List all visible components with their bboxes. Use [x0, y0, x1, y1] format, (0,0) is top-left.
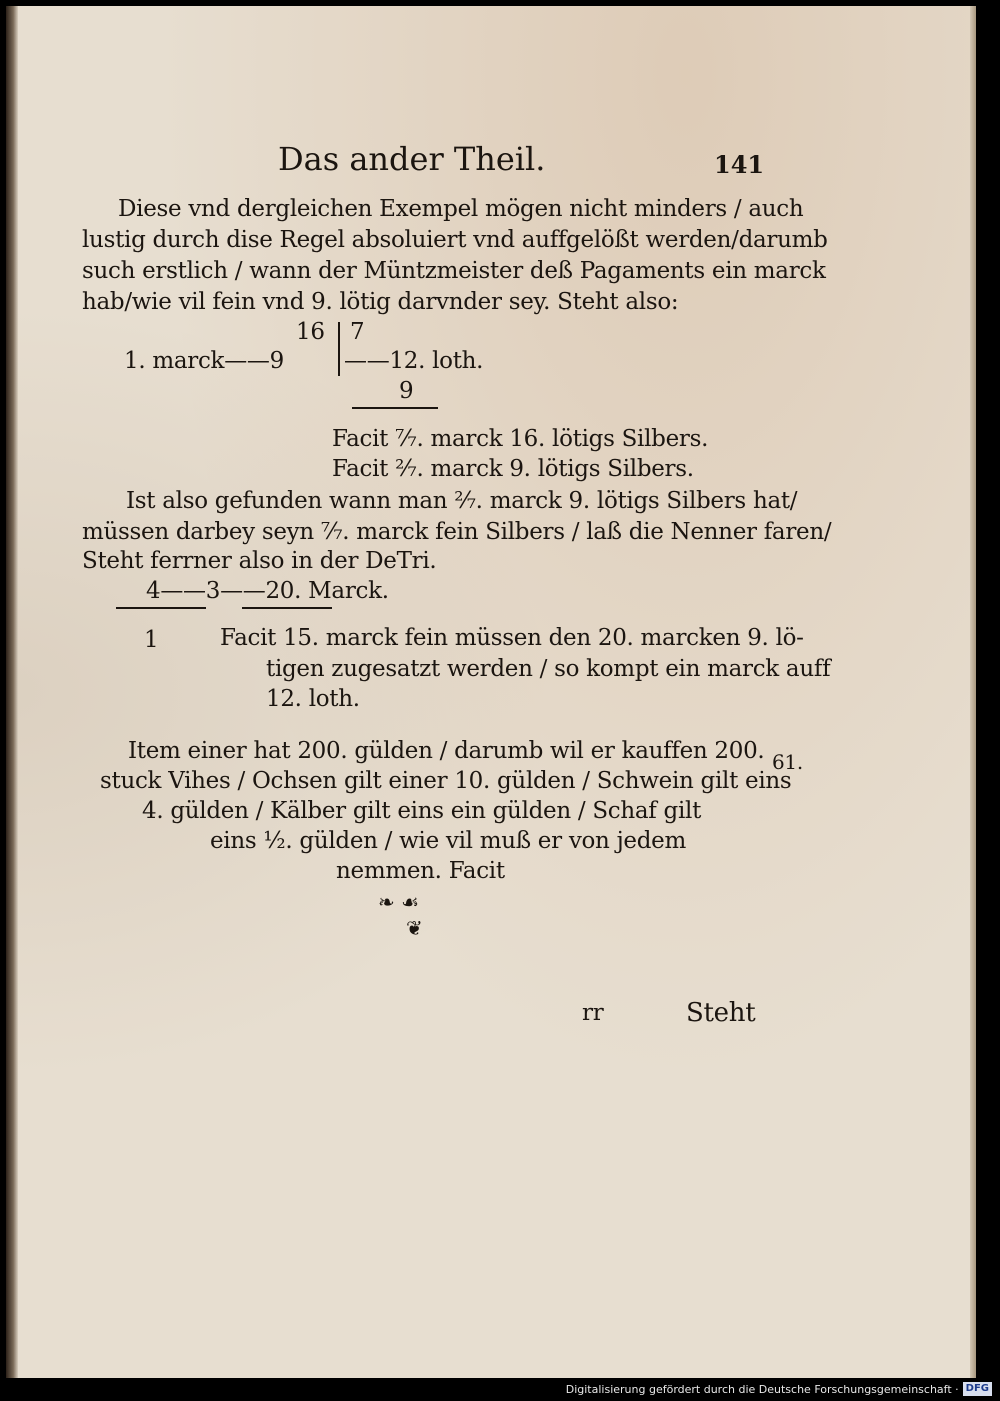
page-edge: [970, 6, 976, 1378]
running-title: Das ander Theil.: [278, 140, 546, 178]
detri-result-line: Facit 15. marck fein müssen den 20. marcken 9. lö-: [220, 625, 804, 651]
fleuron-icon: ❦: [406, 916, 423, 940]
text-line: müssen darbey seyn ⁷⁄₇. marck fein Silbers / laß die Nenner faren/: [82, 519, 832, 545]
facit-line: Facit ⁷⁄₇. marck 16. lötigs Silbers.: [332, 426, 709, 452]
problem-line: nemmen. Facit: [336, 858, 505, 884]
detri-left: 1: [144, 627, 159, 653]
text-line: hab/wie vil fein vnd 9. lötig darvnder sey. Steht also:: [82, 289, 679, 315]
fleuron-icon: ❧ ☙: [378, 890, 420, 914]
page-binding: [6, 6, 18, 1378]
text-line: Ist also gefunden wann man ²⁄₇. marck 9. lötigs Silbers hat/: [126, 488, 798, 514]
alligation-top-right: 7: [350, 319, 365, 345]
facit-line: Facit ²⁄₇. marck 9. lötigs Silbers.: [332, 456, 694, 482]
book-page: [6, 6, 976, 1378]
alligation-top-left: 16: [296, 319, 325, 345]
detri-rule-right: [242, 607, 332, 609]
problem-line: eins ½. gülden / wie vil muß er von jedem: [210, 828, 686, 854]
detri-rule-left: [116, 607, 206, 609]
alligation-row: 1. marck——9: [124, 348, 284, 374]
detri-row: 4——3——20. Marck.: [146, 578, 389, 604]
footer-text: Digitalisierung gefördert durch die Deutsche Forschungsgemeinschaft ·: [565, 1382, 959, 1396]
signature-mark: rr: [582, 1000, 604, 1026]
detri-result-line: 12. loth.: [266, 686, 360, 712]
alligation-rule: [352, 407, 438, 409]
alligation-bottom: 9: [399, 378, 414, 404]
problem-line: 4. gülden / Kälber gilt eins ein gülden / Schaf gilt: [142, 798, 702, 824]
problem-line: Item einer hat 200. gülden / darumb wil er kauffen 200.: [128, 738, 765, 764]
text-line: lustig durch dise Regel absoluiert vnd auffgelößt werden/darumb: [82, 227, 828, 253]
catchword: Steht: [686, 998, 756, 1028]
digitization-footer: [566, 1382, 992, 1396]
margin-number: 61.: [772, 750, 803, 774]
page-number: 141: [714, 150, 765, 179]
alligation-bar: [338, 322, 340, 376]
text-line: Steht ferrner also in der DeTri.: [82, 548, 437, 574]
alligation-row-right: ——12. loth.: [344, 348, 484, 374]
detri-result-line: tigen zugesatzt werden / so kompt ein marck auff: [266, 656, 831, 682]
dfg-logo: DFG: [963, 1382, 992, 1396]
text-line: Diese vnd dergleichen Exempel mögen nicht minders / auch: [118, 196, 804, 222]
text-line: such erstlich / wann der Müntzmeister deß Pagaments ein marck: [82, 258, 826, 284]
problem-line: stuck Vihes / Ochsen gilt einer 10. gülden / Schwein gilt eins: [100, 768, 792, 794]
